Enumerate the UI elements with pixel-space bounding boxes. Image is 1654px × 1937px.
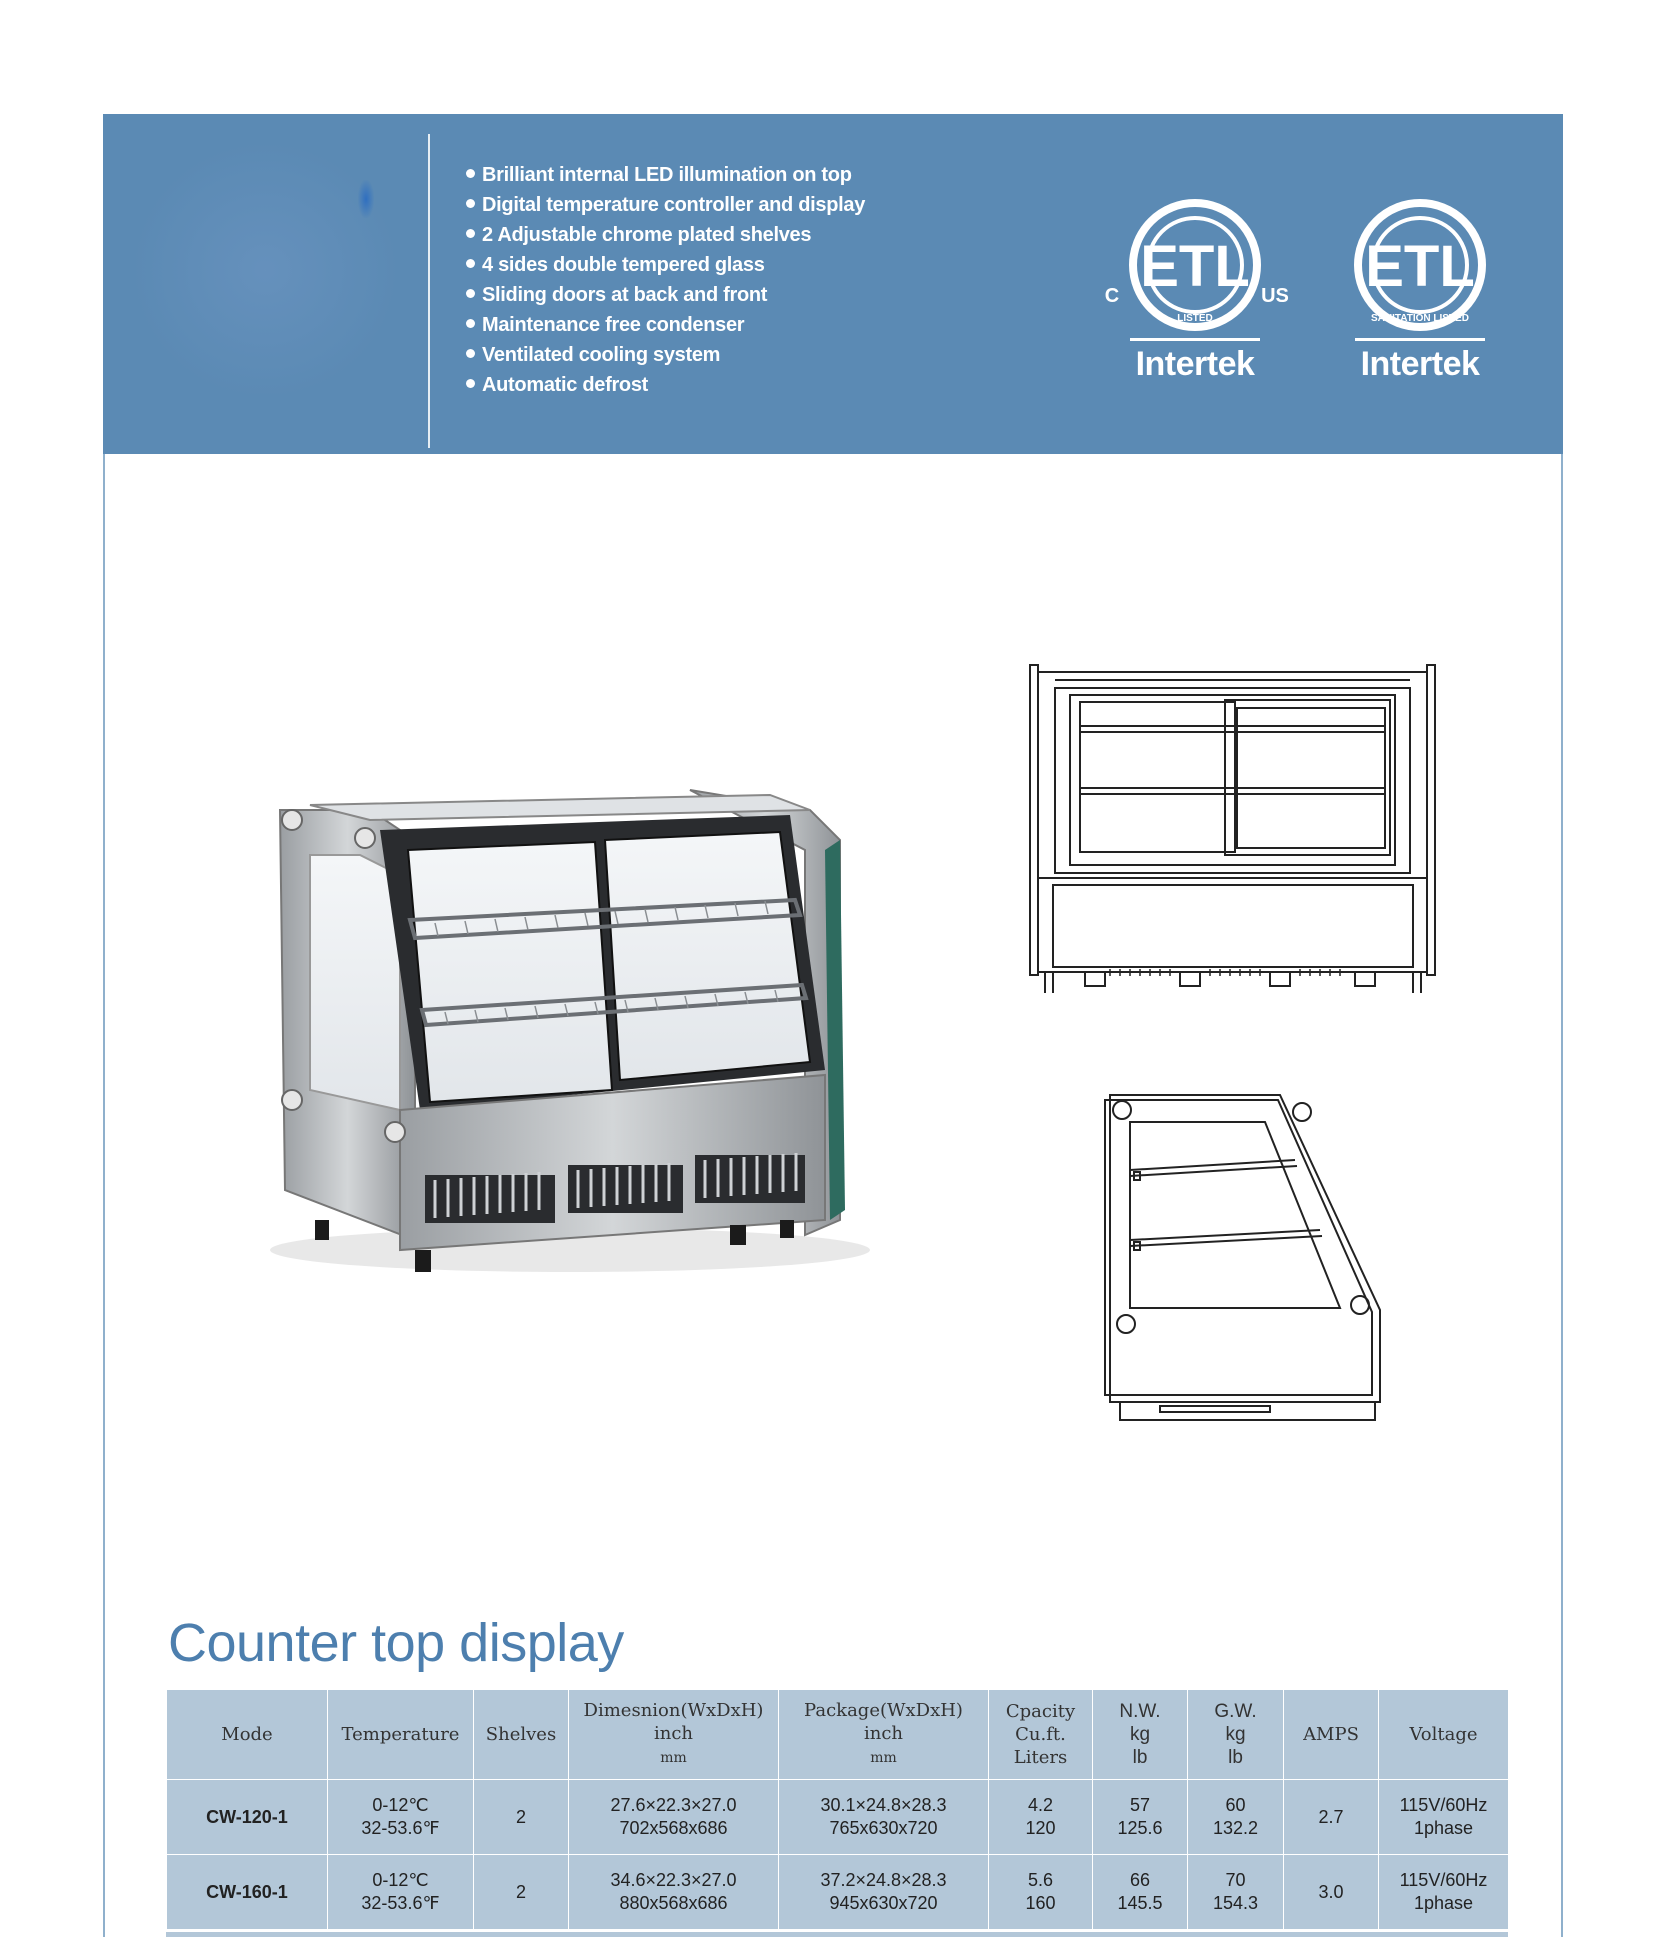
cell-net-weight: 57 125.6 <box>1093 1780 1188 1855</box>
bullet-icon <box>466 169 475 178</box>
cell-shelves: 2 <box>474 1855 569 1930</box>
svg-text:ETL: ETL <box>1365 234 1475 299</box>
intertek-brand: Intertek <box>1135 345 1255 383</box>
bullet-icon <box>466 289 475 298</box>
cell-capacity: 5.6 160 <box>989 1855 1093 1930</box>
cell-model: CW-120-1 <box>167 1780 328 1855</box>
cell-dimension: 27.6×22.3×27.0 702x568x686 <box>569 1780 779 1855</box>
svg-text:LISTED: LISTED <box>1177 313 1213 324</box>
table-row <box>167 1855 1509 1930</box>
svg-text:C: C <box>1104 285 1120 307</box>
feature-item: Maintenance free condenser <box>466 310 865 340</box>
front-view-drawing <box>1025 660 1445 1000</box>
feature-item: Brilliant internal LED illumination on top <box>466 160 865 190</box>
bullet-icon <box>466 259 475 268</box>
feature-item: Digital temperature controller and display <box>466 190 865 220</box>
bullet-icon <box>466 199 475 208</box>
feature-item: Ventilated cooling system <box>466 340 865 370</box>
cell-capacity: 4.2 120 <box>989 1780 1093 1855</box>
intertek-brand: Intertek <box>1360 345 1480 383</box>
cell-net-weight: 66 145.5 <box>1093 1855 1188 1930</box>
feature-item: Sliding doors at back and front <box>466 280 865 310</box>
etl-sanitation-icon <box>1325 195 1515 345</box>
header-gross-weight: G.W. kg lb <box>1188 1690 1284 1780</box>
svg-text:ETL: ETL <box>1140 234 1250 299</box>
header-model: Mode <box>167 1690 328 1780</box>
brand-logo-blurred <box>130 140 400 400</box>
header-amps: AMPS <box>1284 1690 1379 1780</box>
cell-shelves: 2 <box>474 1780 569 1855</box>
cell-package: 37.2×24.8×28.3 945x630x720 <box>779 1855 989 1930</box>
page-title: Counter top display <box>168 1613 624 1673</box>
header-package: Package(WxDxH) inch mm <box>779 1690 989 1780</box>
feature-list <box>466 160 865 400</box>
table-row <box>167 1780 1509 1855</box>
svg-text:SANITATION LISTED: SANITATION LISTED <box>1371 313 1469 324</box>
product-photo <box>250 780 890 1300</box>
cell-amps: 2.7 <box>1284 1780 1379 1855</box>
svg-text:US: US <box>1261 285 1289 307</box>
header-net-weight: N.W. kg lb <box>1093 1690 1188 1780</box>
cell-package: 30.1×24.8×28.3 765x630x720 <box>779 1780 989 1855</box>
header-voltage: Voltage <box>1379 1690 1509 1780</box>
brand-logo-mark <box>358 180 374 218</box>
feature-item: Automatic defrost <box>466 370 865 400</box>
spec-table <box>166 1689 1509 1930</box>
header-capacity: Cpacity Cu.ft. Liters <box>989 1690 1093 1780</box>
etl-listed-certification <box>1100 195 1290 390</box>
spec-table-header <box>167 1690 1509 1780</box>
etl-sanitation-certification <box>1325 195 1515 390</box>
header-dimension: Dimesnion(WxDxH) inch mm <box>569 1690 779 1780</box>
bullet-icon <box>466 319 475 328</box>
bullet-icon <box>466 349 475 358</box>
bullet-icon <box>466 379 475 388</box>
cell-temperature: 0-12℃ 32-53.6℉ <box>328 1855 474 1930</box>
cell-model: CW-160-1 <box>167 1855 328 1930</box>
cell-amps: 3.0 <box>1284 1855 1379 1930</box>
side-view-drawing <box>1100 1090 1390 1430</box>
cell-gross-weight: 70 154.3 <box>1188 1855 1284 1930</box>
header-temperature: Temperature <box>328 1690 474 1780</box>
header-shelves: Shelves <box>474 1690 569 1780</box>
feature-item: 4 sides double tempered glass <box>466 250 865 280</box>
feature-item: 2 Adjustable chrome plated shelves <box>466 220 865 250</box>
cell-gross-weight: 60 132.2 <box>1188 1780 1284 1855</box>
banner-divider <box>428 134 430 448</box>
table-next-row-edge <box>166 1932 1508 1937</box>
cell-voltage: 115V/60Hz 1phase <box>1379 1855 1509 1930</box>
cell-voltage: 115V/60Hz 1phase <box>1379 1780 1509 1855</box>
cell-dimension: 34.6×22.3×27.0 880x568x686 <box>569 1855 779 1930</box>
etl-listed-icon <box>1100 195 1290 345</box>
cell-temperature: 0-12℃ 32-53.6℉ <box>328 1780 474 1855</box>
bullet-icon <box>466 229 475 238</box>
